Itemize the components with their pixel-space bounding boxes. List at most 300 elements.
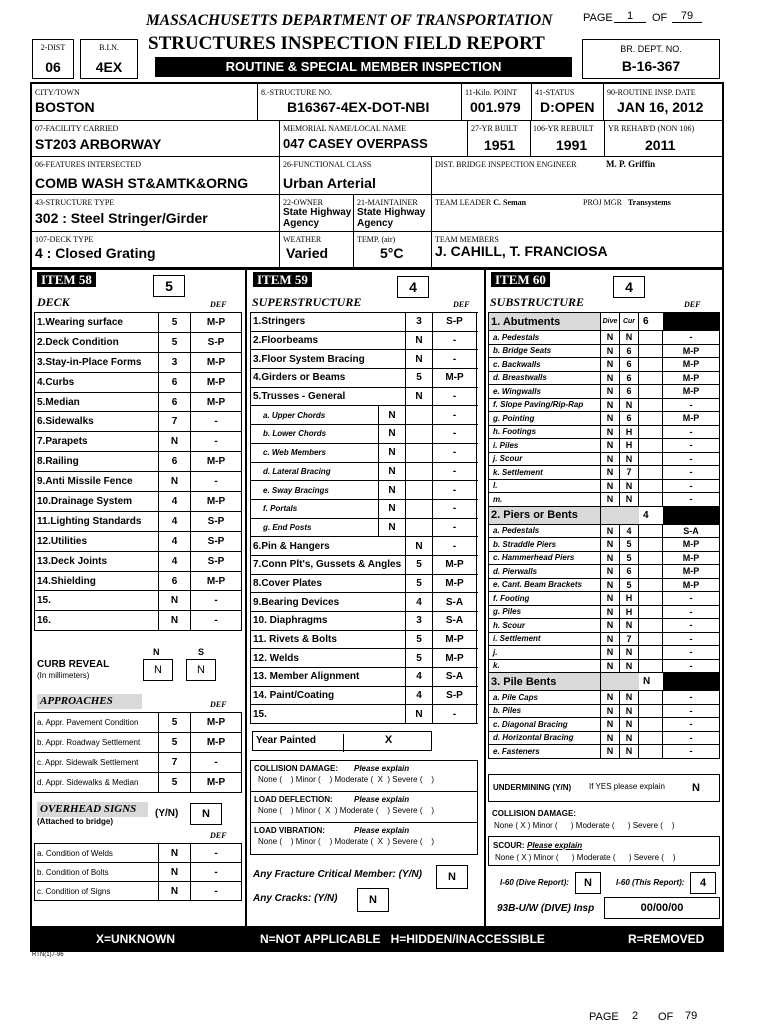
super-item-def: -: [433, 463, 477, 481]
sub-item-label: d. Breastwalls: [489, 372, 601, 385]
load-deflection-explain: Please explain: [354, 795, 410, 804]
deck-item-def: -: [191, 432, 242, 451]
sub-item-def: -: [663, 466, 720, 479]
sub-row: [489, 691, 720, 705]
sub-row: [489, 579, 720, 593]
sub-row: [489, 732, 720, 746]
i60-dive-label: I-60 (Dive Report):: [500, 878, 569, 887]
deck-item-label: 11.Lighting Standards: [35, 512, 159, 531]
sub-item-def: S-A: [663, 525, 720, 538]
sub-item-cur: 6: [620, 385, 639, 398]
deck-item-label: 1.Wearing surface: [35, 313, 159, 332]
yr-rehab-label: YR REHAB'D (NON 106): [608, 124, 695, 133]
super-row: [251, 705, 478, 724]
sub-item-label: g. Pointing: [489, 412, 601, 425]
sub-item-dive: N: [601, 426, 620, 439]
super-item-label: 14. Paint/Coating: [251, 687, 406, 705]
super-item-rating: N: [379, 444, 406, 462]
sub-item-spacer: [639, 538, 663, 551]
sub-item-label: h. Scour: [489, 619, 601, 632]
super-item-label: g. End Posts: [251, 519, 379, 537]
sub-group-header: [489, 673, 720, 691]
super-spacer: [406, 406, 433, 424]
i60-dive-value: N: [575, 872, 601, 894]
memorial-label: MEMORIAL NAME/LOCAL NAME: [283, 124, 406, 133]
sub-item-label: c. Diagonal Bracing: [489, 718, 601, 731]
sub-item-dive: N: [601, 619, 620, 632]
sub-item-dive: N: [601, 493, 620, 506]
maintainer-label: 21-MAINTAINER: [357, 198, 418, 207]
sub-item-label: c. Backwalls: [489, 358, 601, 371]
load-vibration-options: None ( ) Minor ( ) Moderate ( X ) Severe ( ): [258, 837, 435, 846]
footer-page-total: 79: [685, 1010, 698, 1022]
sub-item-label: j.: [489, 646, 601, 659]
super-item-def: -: [433, 388, 477, 406]
sub-item-spacer: [639, 345, 663, 358]
deck-item-def: M-P: [191, 492, 242, 511]
deck-item-rating: N: [159, 591, 191, 610]
dive-insp-label: 93B-U/W (DIVE) Insp: [497, 903, 595, 914]
sub-item-spacer: [639, 372, 663, 385]
sub-item-def: -: [663, 480, 720, 493]
sub-item-cur: N: [620, 493, 639, 506]
sub-item-spacer: [639, 331, 663, 344]
sub-row: [489, 538, 720, 552]
super-collision-explain: Please explain: [354, 764, 410, 773]
sub-group-header: [489, 313, 720, 331]
sub-item-cur: N: [620, 399, 639, 412]
sub-item-dive: N: [601, 345, 620, 358]
curb-s-value: N: [186, 659, 216, 681]
super-item-def: -: [433, 537, 477, 555]
sub-item-def: -: [663, 453, 720, 466]
curb-reveal-label: CURB REVEAL: [37, 659, 110, 670]
sub-row: [489, 592, 720, 606]
sub-item-def: M-P: [663, 579, 720, 592]
sub-group-shade: [663, 673, 720, 690]
sub-item-label: d. Horizontal Bracing: [489, 732, 601, 745]
insp-date-label: 90-ROUTINE INSP. DATE: [607, 88, 696, 97]
weather-value: Varied: [286, 245, 329, 261]
super-item-def: M-P: [433, 649, 477, 667]
deck-row: [35, 532, 242, 552]
sub-item-dive: N: [601, 732, 620, 745]
sub-item-dive: N: [601, 538, 620, 551]
super-row: [251, 350, 478, 369]
sub-item-cur: N: [620, 453, 639, 466]
super-row: [251, 406, 478, 425]
deck-item-rating: 4: [159, 552, 191, 571]
agency-title: MASSACHUSETTS DEPARTMENT OF TRANSPORTATION: [146, 12, 553, 29]
sub-item-def: -: [663, 718, 720, 731]
sub-item-def: -: [663, 633, 720, 646]
deck-item-label: 16.: [35, 611, 159, 630]
status-label: 41-STATUS: [535, 88, 575, 97]
approach-item-rating: 5: [159, 713, 191, 732]
sub-row: [489, 480, 720, 494]
bin-box: [80, 39, 138, 79]
deck-item-def: M-P: [191, 452, 242, 471]
dive-insp-value: 00/00/00: [604, 897, 720, 919]
deck-item-def: M-P: [191, 393, 242, 412]
city-label: CITY/TOWN: [35, 88, 80, 97]
deck-item-rating: 5: [159, 313, 191, 332]
super-item-label: 5.Trusses - General: [251, 388, 406, 406]
sub-row: [489, 619, 720, 633]
super-item-label: 1.Stringers: [251, 313, 406, 331]
of-label: OF: [652, 12, 668, 24]
sub-item-cur: H: [620, 606, 639, 619]
sub-item-dive: N: [601, 453, 620, 466]
sub-item-cur: 7: [620, 633, 639, 646]
super-row: [251, 500, 478, 519]
super-item-rating: 5: [406, 369, 433, 387]
scour-box: [488, 836, 720, 866]
structure-type-label: 43-STRUCTURE TYPE: [35, 198, 115, 207]
sub-item-spacer: [639, 579, 663, 592]
deck-row: [35, 452, 242, 472]
approach-item-rating: 5: [159, 733, 191, 752]
weather-label: WEATHER: [283, 235, 322, 244]
sub-section-title: SUBSTRUCTURE: [490, 295, 585, 309]
super-item-def: M-P: [433, 556, 477, 574]
bin-value: 4EX: [95, 59, 123, 75]
super-row: [251, 481, 478, 500]
undermining-label: UNDERMINING (Y/N): [493, 783, 572, 792]
deck-item-label: 14.Shielding: [35, 572, 159, 591]
sub-item-dive: N: [601, 691, 620, 704]
sub-item-cur: N: [620, 619, 639, 632]
super-section-title: SUPERSTRUCTURE: [252, 295, 362, 309]
sub-item-def: M-P: [663, 412, 720, 425]
sub-item-dive: N: [601, 399, 620, 412]
sub-row: [489, 565, 720, 579]
overhead-table: [34, 843, 242, 901]
undermining-box: [488, 774, 720, 802]
sub-item-label: m.: [489, 493, 601, 506]
sub-item-def: -: [663, 705, 720, 718]
sub-item-spacer: [639, 732, 663, 745]
deck-item-def: -: [191, 591, 242, 610]
status-value: D:OPEN: [540, 99, 595, 115]
sub-item-dive: N: [601, 633, 620, 646]
sub-item-spacer: [639, 606, 663, 619]
super-item-rating: 5: [406, 556, 433, 574]
sub-row: [489, 745, 720, 759]
deck-row: [35, 492, 242, 512]
sub-item-def: -: [663, 592, 720, 605]
approach-item-label: b. Appr. Roadway Settlement: [35, 733, 159, 752]
deck-item-def: -: [191, 412, 242, 431]
super-row: [251, 631, 478, 650]
super-item-label: a. Upper Chords: [251, 406, 379, 424]
deck-item-def: S-P: [191, 552, 242, 571]
deck-def-label: DEF: [210, 300, 227, 309]
sub-item-label: k.: [489, 660, 601, 673]
legend-na-hidden: N=NOT APPLICABLE H=HIDDEN/INACCESSIBLE: [260, 932, 545, 946]
overhead-item-rating: N: [159, 882, 191, 900]
super-item-def: S-A: [433, 593, 477, 611]
sub-row: [489, 525, 720, 539]
super-item-label: e. Sway Bracings: [251, 481, 379, 499]
super-rating: 4: [397, 276, 429, 298]
super-item-def: -: [433, 481, 477, 499]
sub-row: [489, 345, 720, 359]
deck-item-rating: N: [159, 432, 191, 451]
super-item-def: S-A: [433, 612, 477, 630]
super-item-def: -: [433, 425, 477, 443]
sub-item-def: M-P: [663, 385, 720, 398]
super-item-def: -: [433, 350, 477, 368]
yr-built-label: 27-YR BUILT: [471, 124, 518, 133]
city-value: BOSTON: [35, 99, 95, 115]
super-item-rating: 5: [406, 649, 433, 667]
super-item-rating: 3: [406, 313, 433, 331]
sub-item-spacer: [639, 466, 663, 479]
super-item-rating: N: [406, 332, 433, 350]
super-item-label: c. Web Members: [251, 444, 379, 462]
year-painted-value: X: [343, 734, 433, 752]
deck-row: [35, 412, 242, 432]
super-item-def: S-P: [433, 313, 477, 331]
super-row: [251, 444, 478, 463]
sub-item-label: b. Piles: [489, 705, 601, 718]
sub-item-cur: N: [620, 745, 639, 758]
owner-value: State Highway Agency: [283, 207, 352, 229]
maintainer-value: State Highway Agency: [357, 207, 426, 229]
sub-item-def: M-P: [663, 552, 720, 565]
sub-row: [489, 439, 720, 453]
super-item-rating: N: [406, 350, 433, 368]
sub-item-dive: N: [601, 565, 620, 578]
sub-item-dive: N: [601, 331, 620, 344]
sub-item-cur: 6: [620, 358, 639, 371]
features-value: COMB WASH ST&AMTK&ORNG: [35, 175, 249, 191]
sub-item-label: f. Slope Paving/Rip-Rap: [489, 399, 601, 412]
deck-item-def: -: [191, 472, 242, 491]
deck-item-rating: 5: [159, 333, 191, 352]
overhead-item-rating: N: [159, 844, 191, 862]
super-item-rating: 4: [406, 593, 433, 611]
curb-s-label: S: [198, 647, 205, 657]
super-item-label: 11. Rivets & Bolts: [251, 631, 406, 649]
load-vibration-label: LOAD VIBRATION:: [254, 826, 325, 835]
deck-item-rating: 6: [159, 373, 191, 392]
sub-row: [489, 552, 720, 566]
legend-removed: R=REMOVED: [628, 932, 705, 946]
sub-item-def: -: [663, 331, 720, 344]
br-dept-box: [582, 39, 720, 79]
super-item-label: b. Lower Chords: [251, 425, 379, 443]
super-item-def: -: [433, 705, 477, 723]
sub-row: [489, 606, 720, 620]
sub-item-cur: N: [620, 732, 639, 745]
sub-group-rating: 4: [643, 509, 649, 521]
deck-item-label: 13.Deck Joints: [35, 552, 159, 571]
sub-item-cur: H: [620, 426, 639, 439]
overhead-item-rating: N: [159, 863, 191, 881]
sub-item-spacer: [639, 745, 663, 758]
sub-group-shade: [663, 507, 720, 524]
super-spacer: [406, 519, 433, 537]
super-item-label: d. Lateral Bracing: [251, 463, 379, 481]
sub-row: [489, 660, 720, 674]
sub-item-cur: 5: [620, 552, 639, 565]
sub-row: [489, 372, 720, 386]
br-dept-value: B-16-367: [621, 58, 681, 74]
fracture-critical-value: N: [436, 865, 468, 889]
temp-value: 5°C: [380, 245, 404, 261]
sub-item-def: -: [663, 439, 720, 452]
sub-item-spacer: [639, 619, 663, 632]
sub-item-spacer: [639, 525, 663, 538]
super-item-label: 2.Floorbeams: [251, 332, 406, 350]
sub-item-dive: N: [601, 745, 620, 758]
overhead-item-def: -: [191, 882, 242, 900]
super-item-rating: N: [379, 481, 406, 499]
sub-item-label: e. Wingwalls: [489, 385, 601, 398]
page-number: 1: [614, 10, 646, 23]
legend-bar: [30, 926, 724, 952]
deck-item-rating: 3: [159, 353, 191, 372]
sub-item-label: b. Bridge Seats: [489, 345, 601, 358]
super-item-label: 12. Welds: [251, 649, 406, 667]
super-collision-options: None ( ) Minor ( ) Moderate ( X ) Severe ( ): [258, 775, 435, 784]
functional-class-value: Urban Arterial: [283, 175, 376, 191]
sub-item-dive: N: [601, 552, 620, 565]
sub-item-dive: N: [601, 480, 620, 493]
super-item-rating: 4: [406, 687, 433, 705]
engineer-value: M. P. Griffin: [606, 159, 656, 169]
sub-item-def: M-P: [663, 565, 720, 578]
yr-built-value: 1951: [484, 137, 516, 153]
deck-item-def: S-P: [191, 532, 242, 551]
sub-item-spacer: [639, 493, 663, 506]
sub-item-label: i. Piles: [489, 439, 601, 452]
approach-row: [35, 773, 242, 793]
deck-item-def: M-P: [191, 353, 242, 372]
deck-item-def: M-P: [191, 572, 242, 591]
sub-item-cur: 6: [620, 412, 639, 425]
deck-item-def: S-P: [191, 333, 242, 352]
sub-item-cur: 6: [620, 345, 639, 358]
sub-item-cur: H: [620, 439, 639, 452]
sub-header-spacer: [601, 673, 639, 690]
kilo-point-value: 001.979: [470, 99, 521, 115]
super-item-rating: N: [379, 425, 406, 443]
overhead-row: [35, 844, 242, 863]
sub-item-label: i. Settlement: [489, 633, 601, 646]
approach-row: [35, 733, 242, 753]
sub-item-label: e. Cant. Beam Brackets: [489, 579, 601, 592]
i60-this-label: I-60 (This Report):: [616, 878, 685, 887]
sub-row: [489, 412, 720, 426]
sub-header-spacer: [601, 507, 639, 524]
team-members-value: J. CAHILL, T. FRANCIOSA: [435, 243, 608, 259]
sub-group-shade: [663, 313, 720, 330]
facility-value: ST203 ARBORWAY: [35, 136, 162, 152]
load-deflection-label: LOAD DEFLECTION:: [254, 795, 333, 804]
dist-label: 2-DIST: [40, 43, 66, 52]
sub-row: [489, 385, 720, 399]
sub-row: [489, 466, 720, 480]
sub-item-def: -: [663, 426, 720, 439]
approach-item-rating: 7: [159, 753, 191, 772]
deck-item-label: ITEM 58: [37, 272, 96, 287]
super-item-rating: N: [379, 500, 406, 518]
structure-type-value: 302 : Steel Stringer/Girder: [35, 210, 208, 226]
deck-item-label: 6.Sidewalks: [35, 412, 159, 431]
deck-item-def: -: [191, 611, 242, 630]
sub-collision-options: None ( X ) Minor ( ) Moderate ( ) Severe ( ): [494, 821, 675, 830]
engineer-label: DIST. BRIDGE INSPECTION ENGINEER: [435, 160, 577, 169]
deck-row: [35, 333, 242, 353]
sub-group-label: 3. Pile Bents: [489, 673, 601, 690]
sub-item-def: -: [663, 660, 720, 673]
sub-item-cur: N: [620, 660, 639, 673]
legend-unknown: X=UNKNOWN: [96, 932, 176, 946]
deck-row: [35, 512, 242, 532]
super-item-label: 4.Girders or Beams: [251, 369, 406, 387]
super-item-label: 10. Diaphragms: [251, 612, 406, 630]
super-row: [251, 593, 478, 612]
sub-item-dive: N: [601, 660, 620, 673]
deck-row: [35, 611, 242, 631]
deck-type-label: 107-DECK TYPE: [35, 235, 94, 244]
super-row: [251, 313, 478, 332]
super-item-label: 15.: [251, 705, 406, 723]
sub-item-spacer: [639, 439, 663, 452]
sub-item-def: -: [663, 732, 720, 745]
sub-item-def: -: [663, 399, 720, 412]
approaches-title: APPROACHES: [37, 694, 142, 709]
sub-item-dive: N: [601, 525, 620, 538]
sub-item-cur: 4: [620, 525, 639, 538]
sub-item-spacer: [639, 412, 663, 425]
sub-item-spacer: [639, 480, 663, 493]
sub-item-def: M-P: [663, 358, 720, 371]
overhead-def-label: DEF: [210, 831, 227, 840]
sub-item-spacer: [639, 646, 663, 659]
deck-row: [35, 432, 242, 452]
bin-label: B.I.N.: [99, 43, 119, 52]
super-row: [251, 425, 478, 444]
super-item-label: f. Portals: [251, 500, 379, 518]
sub-item-dive: N: [601, 412, 620, 425]
sub-item-def: M-P: [663, 538, 720, 551]
overhead-row: [35, 863, 242, 882]
sub-item-def: -: [663, 619, 720, 632]
deck-item-rating: N: [159, 611, 191, 630]
super-item-label: 3.Floor System Bracing: [251, 350, 406, 368]
sub-item-spacer: [639, 426, 663, 439]
sub-item-label: ITEM 60: [491, 272, 550, 287]
sub-item-spacer: [639, 705, 663, 718]
sub-item-label: d. Pierwalls: [489, 565, 601, 578]
sub-item-label: a. Pile Caps: [489, 691, 601, 704]
sub-item-spacer: [639, 399, 663, 412]
sub-item-dive: N: [601, 705, 620, 718]
approach-item-def: M-P: [191, 733, 242, 752]
super-item-rating: N: [406, 537, 433, 555]
sub-item-label: g. Piles: [489, 606, 601, 619]
super-item-rating: N: [406, 705, 433, 723]
sub-item-cur: N: [620, 718, 639, 731]
deck-item-rating: 6: [159, 572, 191, 591]
deck-item-label: 7.Parapets: [35, 432, 159, 451]
sub-def-label: DEF: [684, 300, 701, 309]
team-leader-label: TEAM LEADER C. Seman: [435, 198, 527, 207]
